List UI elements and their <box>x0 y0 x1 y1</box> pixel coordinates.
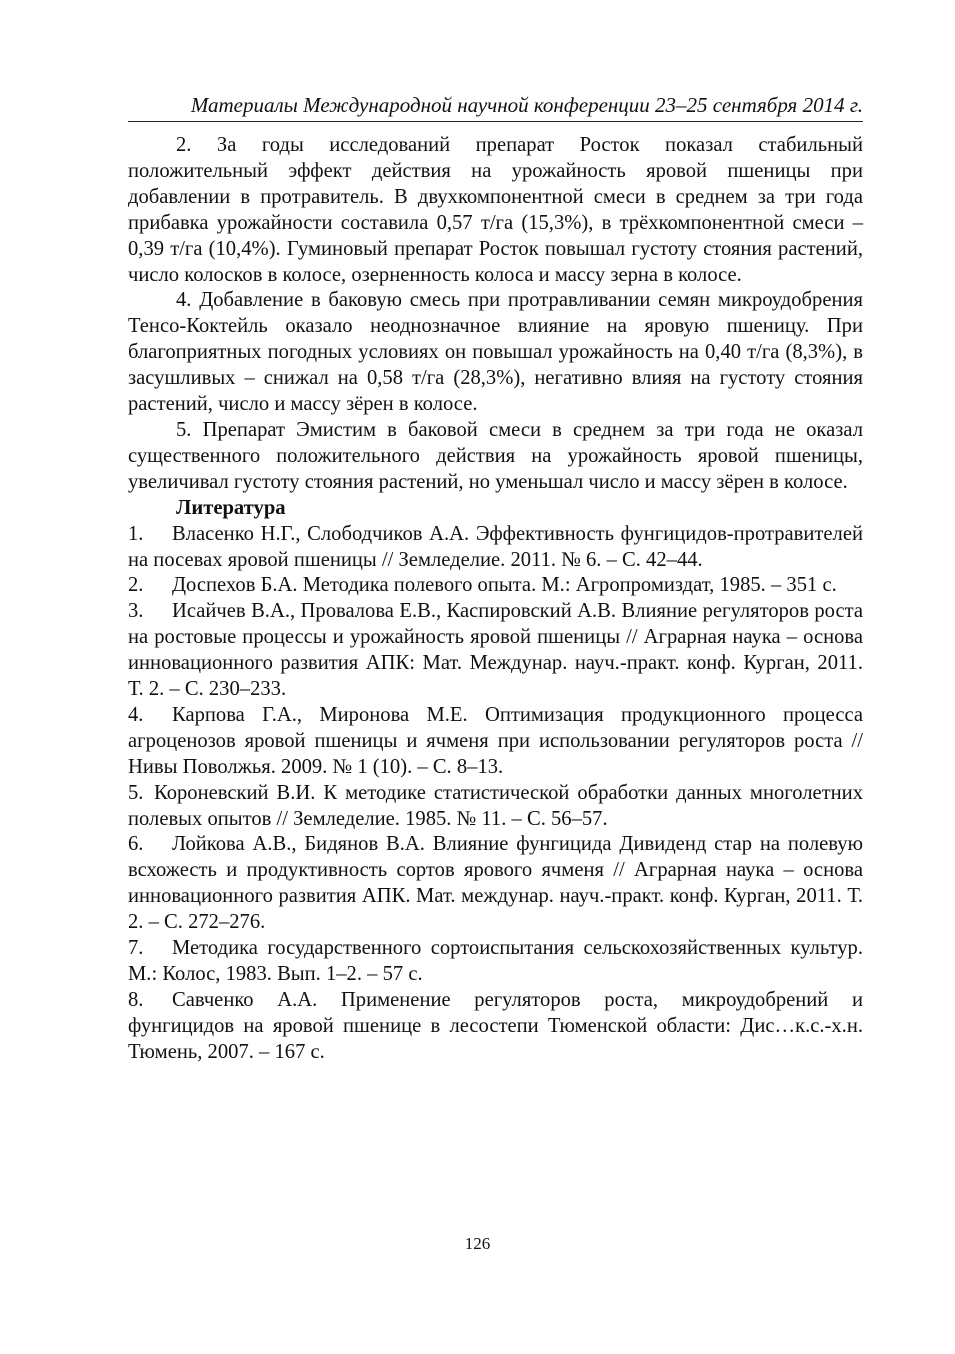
reference-number: 5. <box>128 781 144 804</box>
reference-number: 3. <box>128 600 144 623</box>
reference-number: 1. <box>128 522 144 545</box>
reference-item <box>128 573 863 599</box>
reference-item <box>128 522 863 574</box>
reference-text: Методика государственного сортоиспытания сельскохозяйственных культур. М.: Колос, 1983. Вып. 1–2. – 57 с. <box>128 937 863 985</box>
reference-text: Власенко Н.Г., Слободчиков А.А. Эффективность фунгицидов-протравителей на посевах яровой пшеницы // Земледелие. 2011. № 6. – С. 42–44. <box>128 522 863 571</box>
reference-text: Доспехов Б.А. Методика полевого опыта. М.: Агропромиздат, 1985. – 351 с. <box>172 574 837 597</box>
reference-list <box>128 522 863 1066</box>
literature-heading: Литература <box>176 496 286 519</box>
running-header: Материалы Международной научной конференции 23–25 сентября 2014 г. <box>128 92 863 122</box>
reference-item <box>128 599 863 703</box>
body-text <box>128 133 863 1066</box>
reference-text: Савченко А.А. Применение регуляторов роста, микроудобрений и фунгицидов на яровой пшенице в лесостепи Тюменской области: Дис…к.с.-х.н. Тюмень, 2007. – 167 с. <box>128 988 863 1063</box>
page-number: 126 <box>464 1234 491 1253</box>
paragraph-2: 2. За годы исследований препарат Росток показал стабильный положительный эффект действия на урожайность яровой пшеницы при добавлении в протравитель. В двухкомпонентной смеси в среднем за три года прибавка урожайности составила 0,57 т/га (15,3%), в трёхкомпонентной смеси – 0,39 т/га (10,4%). Гуминовый препарат Росток повышал густоту стояния растений, число колосков в колосе, озерненность колоса и массу зерна в колосе. <box>128 134 863 286</box>
reference-item <box>128 936 863 988</box>
reference-number: 4. <box>128 703 144 726</box>
reference-number: 8. <box>128 988 144 1011</box>
paragraph-4: 4. Добавление в баковую смесь при протравливании семян микроудобрения Тенсо-Коктейль оказало неоднозначное влияние на яровую пшеницу. При благоприятных погодных условиях он повышал урожайность на 0,40 т/га (8,3%), в засушливых – снижал на 0,58 т/га (28,3%), негативно влияя на густоту стояния растений, число и массу зёрен в колосе. <box>128 289 863 416</box>
reference-text: Короневский В.И. К методике статистической обработки данных многолетних полевых опытов // Земледелие. 1985. № 11. – С. 56–57. <box>128 781 863 830</box>
reference-item <box>128 703 863 781</box>
reference-item <box>128 781 863 833</box>
reference-text: Исайчев В.А., Провалова Е.В., Каспировский А.В. Влияние регуляторов роста на ростовые процессы и урожайность яровой пшеницы // Аграрная наука – основа инновационного развития АПК: Мат. Междунар. науч.-практ. конф. Курган, 2011. Т. 2. – С. 230–233. <box>128 600 863 701</box>
reference-text: Лойкова А.В., Бидянов В.А. Влияние фунгицида Дивиденд стар на полевую всхожесть и продуктивность сортов ярового ячменя // Аграрная наука – основа инновационного развития АПК. Мат. междунар. науч.-практ. конф. Курган, 2011. Т. 2. – С. 272–276. <box>128 833 863 934</box>
reference-item <box>128 988 863 1066</box>
reference-number: 2. <box>128 574 144 597</box>
reference-text: Карпова Г.А., Миронова М.Е. Оптимизация продукционного процесса агроценозов яровой пшеницы и ячменя при использовании регуляторов роста // Нивы Поволжья. 2009. № 1 (10). – С. 8–13. <box>128 703 863 778</box>
paragraph-5: 5. Препарат Эмистим в баковой смеси в среднем за три года не оказал существенного положительного действия на урожайность яровой пшеницы, увеличивал густоту стояния растений, но уменьшал число и массу зёрен в колосе. <box>128 418 863 493</box>
reference-number: 6. <box>128 833 144 856</box>
reference-number: 7. <box>128 937 144 960</box>
reference-item <box>128 832 863 936</box>
